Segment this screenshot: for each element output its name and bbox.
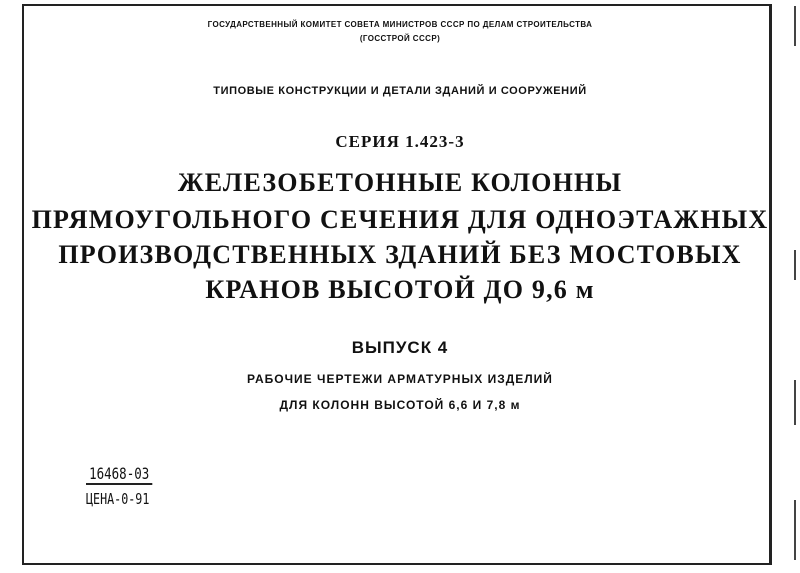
title-line-1: ЖЕЛЕЗОБЕТОННЫЕ КОЛОННЫ — [177, 168, 623, 197]
committee-name: ГОСУДАРСТВЕННЫЙ КОМИТЕТ СОВЕТА МИНИСТРОВ СССР ПО ДЕЛАМ СТРОИТЕЛЬСТВА — [207, 20, 593, 29]
document-price: ЦЕНА-0-91 — [86, 490, 150, 508]
description-line-2: ДЛЯ КОЛОНН ВЫСОТОЙ 6,6 И 7,8 м — [279, 398, 521, 412]
document-category: ТИПОВЫЕ КОНСТРУКЦИИ И ДЕТАЛИ ЗДАНИЙ И СООРУЖЕНИЙ — [213, 85, 587, 97]
series-number: СЕРИЯ 1.423-3 — [335, 132, 465, 151]
description-line-1: РАБОЧИЕ ЧЕРТЕЖИ АРМАТУРНЫХ ИЗДЕЛИЙ — [247, 372, 553, 386]
edge-mark — [794, 500, 796, 560]
title-line-4: КРАНОВ ВЫСОТОЙ ДО 9,6 м — [205, 275, 595, 304]
title-line-2: ПРЯМОУГОЛЬНОГО СЕЧЕНИЯ ДЛЯ ОДНОЭТАЖНЫХ — [31, 205, 769, 234]
document-code: 16468-03 — [86, 464, 152, 485]
committee-abbreviation: (ГОССТРОЙ СССР) — [359, 34, 441, 43]
issue-number: ВЫПУСК 4 — [351, 338, 449, 357]
title-line-3: ПРОИЗВОДСТВЕННЫХ ЗДАНИЙ БЕЗ МОСТОВЫХ — [58, 240, 742, 269]
